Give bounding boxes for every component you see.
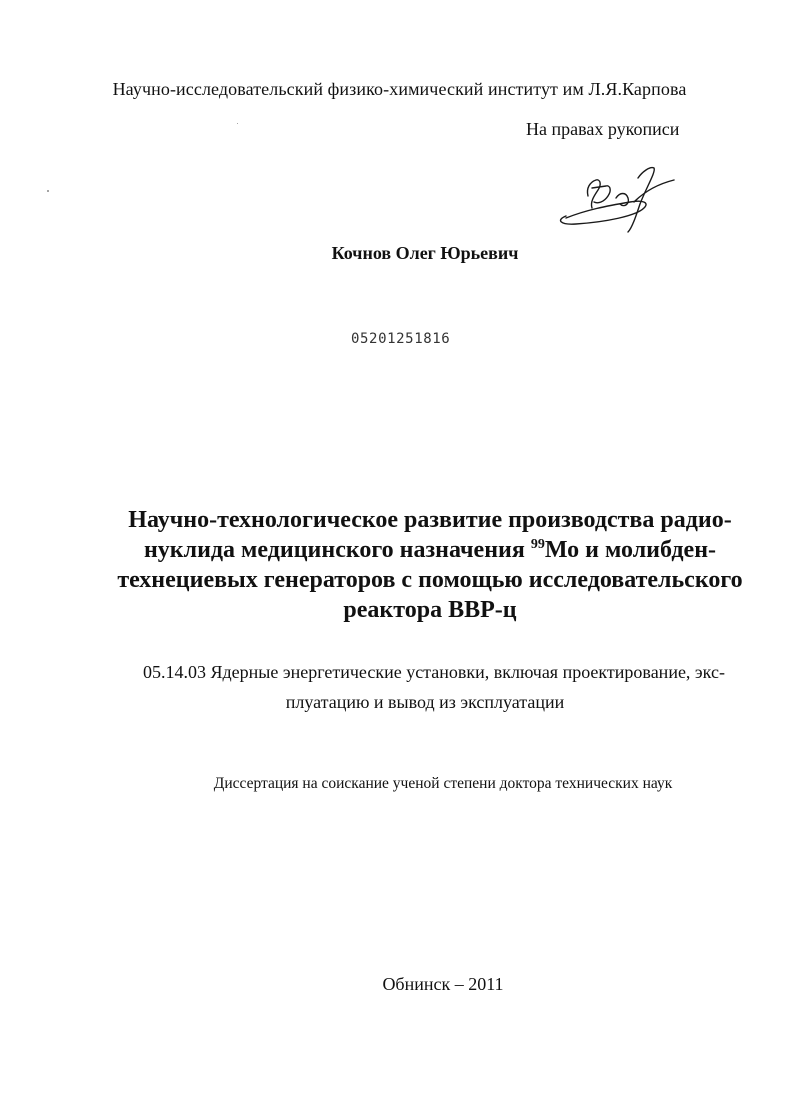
title-line-4: реактора ВВР-ц [343, 597, 517, 623]
title-line-2 [90, 535, 770, 565]
scan-speck [237, 123, 238, 124]
catalog-code: 05201251816 [351, 331, 451, 347]
dissertation-title [90, 505, 770, 625]
title-line-3: технециевых генераторов с помощью исследовательского [117, 567, 743, 593]
institute-name: Научно-исследовательский физико-химический институт им Л.Я.Карпова [112, 79, 687, 99]
specialty-line-1: 05.14.03 Ядерные энергетические установки, включая проектирование, экс- [143, 662, 725, 682]
specialty-line-2: плуатацию и вывод из эксплуатации [285, 692, 565, 712]
degree-statement: Диссертация на соискание ученой степени доктора технических наук [213, 775, 673, 792]
city-year: Обнинск – 2011 [382, 974, 504, 994]
title-line-2-end: Мо и молибден- [544, 537, 717, 563]
isotope-mass-number: 99 [530, 537, 545, 552]
scan-speck [47, 190, 49, 192]
rights-notice: На правах рукописи [526, 119, 680, 139]
signature-icon [546, 158, 686, 238]
title-line-1: Научно-технологическое развитие производства радио- [128, 507, 732, 533]
title-line-2-start: нуклида медицинского назначения [143, 537, 531, 563]
author-name: Кочнов Олег Юрьевич [331, 243, 519, 263]
